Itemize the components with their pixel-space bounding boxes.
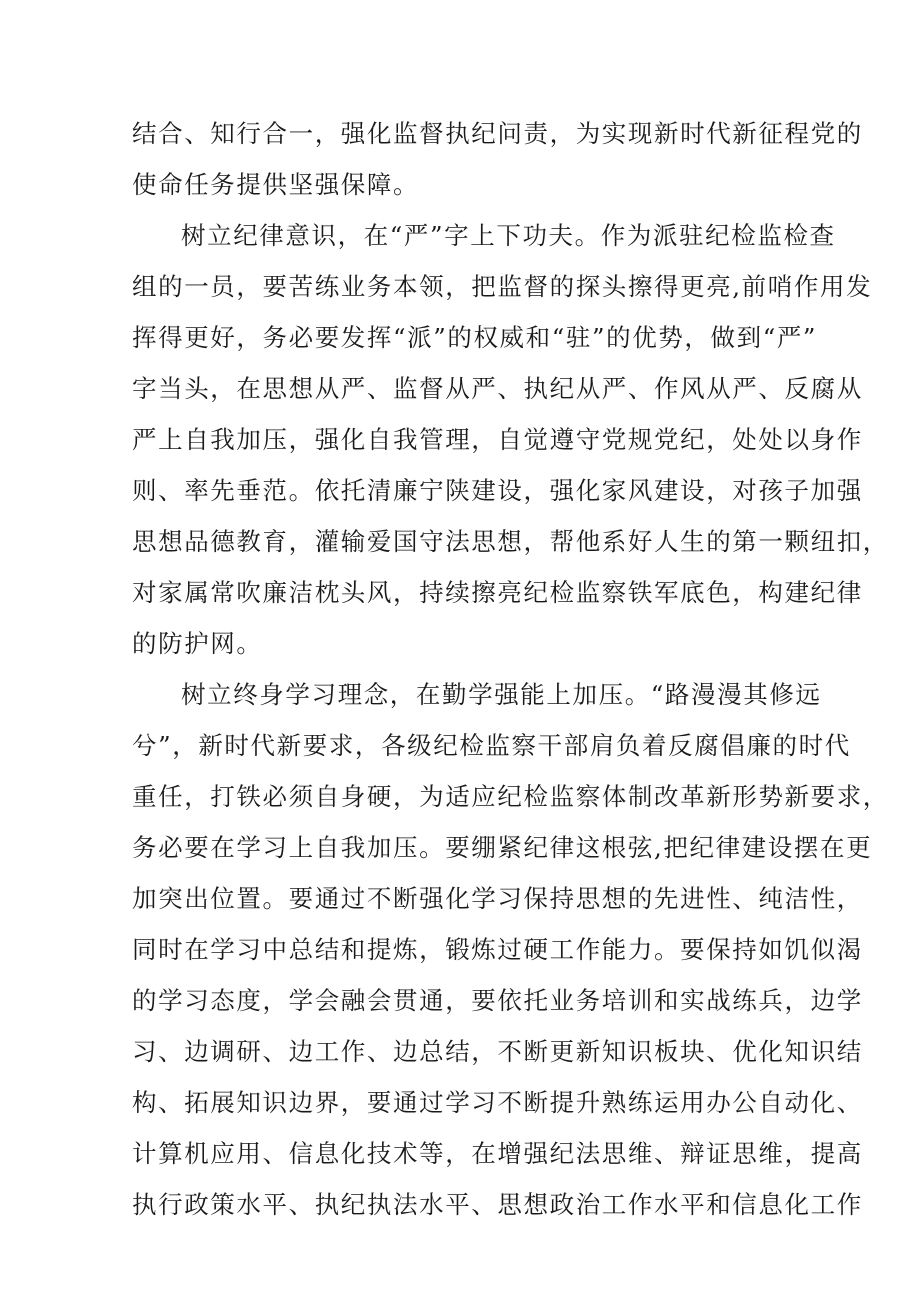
text-line: 使命任务提供坚强保障。 xyxy=(132,170,420,199)
text-line: 同时在学习中总结和提炼，锻炼过硬工作能力。要保持如饥似渴 xyxy=(132,935,863,964)
text-line: 严上自我加压，强化自我管理，自觉遵守党规党纪，处处以身作 xyxy=(132,425,863,454)
text-line: 组的一员，要苦练业务本领，把监督的探头擦得更亮,前哨作用发 xyxy=(132,272,873,301)
text-line: 计算机应用、信息化技术等，在增强纪法思维、辩证思维，提高 xyxy=(132,1139,863,1168)
text-line: 的防护网。 xyxy=(132,629,263,658)
text-line: 务必要在学习上自我加压。要绷紧纪律这根弦,把纪律建设摆在更 xyxy=(132,833,873,862)
paragraph-1 xyxy=(132,108,863,210)
text-line: 则、率先垂范。依托清廉宁陕建设，强化家风建设，对孩子加强 xyxy=(132,476,863,505)
paragraph-3 xyxy=(132,669,889,1230)
text-line: 构、拓展知识边界，要通过学习不断提升熟练运用办公自动化、 xyxy=(132,1088,863,1117)
paragraph-2 xyxy=(132,210,889,669)
text-line: 挥得更好，务必要发挥“派”的权威和“驻”的优势，做到“严” xyxy=(132,323,818,352)
text-line: 树立终身学习理念，在勤学强能上加压。“路漫漫其修远 xyxy=(181,680,822,709)
text-line: 加突出位置。要通过不断强化学习保持思想的先进性、纯洁性， xyxy=(132,884,863,913)
text-line: 结合、知行合一，强化监督执纪问责，为实现新时代新征程党的 xyxy=(132,119,863,148)
text-line: 的学习态度，学会融会贯通，要依托业务培训和实战练兵，边学 xyxy=(132,986,863,1015)
text-line: 对家属常吹廉洁枕头风，持续擦亮纪检监察铁军底色，构建纪律 xyxy=(132,578,863,607)
text-line: 习、边调研、边工作、边总结，不断更新知识板块、优化知识结 xyxy=(132,1037,863,1066)
text-line: 思想品德教育，灌输爱国守法思想，帮他系好人生的第一颗纽扣， xyxy=(132,527,889,556)
text-line: 字当头，在思想从严、监督从严、执纪从严、作风从严、反腐从 xyxy=(132,374,863,403)
text-line: 执行政策水平、执纪执法水平、思想政治工作水平和信息化工作 xyxy=(132,1190,863,1219)
text-line: 树立纪律意识，在“严”字上下功夫。作为派驻纪检监检查 xyxy=(181,221,836,250)
document-body xyxy=(132,108,889,1230)
text-line: 兮”，新时代新要求，各级纪检监察干部肩负着反腐倡廉的时代 xyxy=(132,731,851,760)
text-line: 重任，打铁必须自身硬，为适应纪检监察体制改革新形势新要求， xyxy=(132,782,889,811)
